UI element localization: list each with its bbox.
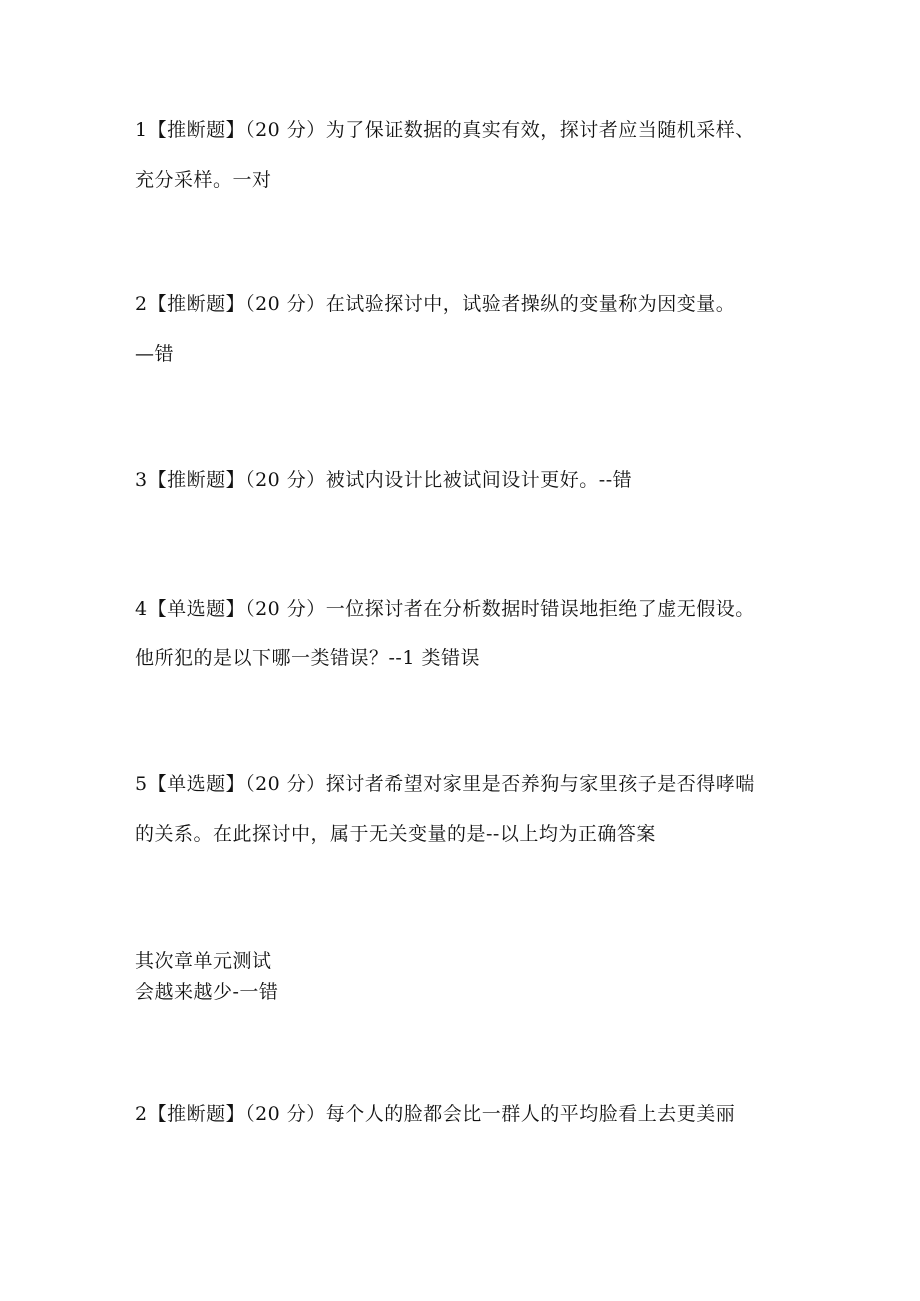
section-title: 其次章单元测试 <box>135 950 272 972</box>
question-2-line-1: 2【推断题】（20 分）在试验探讨中，试验者操纵的变量称为因变量。 <box>135 293 736 315</box>
question-4-line-1: 4【单选题】（20 分）一位探讨者在分析数据时错误地拒绝了虚无假设。 <box>135 598 755 620</box>
question-4-line-2: 他所犯的是以下哪一类错误？--1 类错误 <box>135 647 480 669</box>
question-3-line-1: 3【推断题】（20 分）被试内设计比被试间设计更好。--错 <box>135 469 633 491</box>
question-5-line-1: 5【单选题】（20 分）探讨者希望对家里是否养狗与家里孩子是否得哮喘 <box>135 773 755 795</box>
question-2-line-2: —错 <box>135 343 175 365</box>
question-5-line-2: 的关系。在此探讨中，属于无关变量的是--以上均为正确答案 <box>135 823 656 845</box>
section-subline: 会越来越少-一错 <box>135 981 279 1003</box>
question-1-line-2: 充分采样。一对 <box>135 169 272 191</box>
question-6-line-1: 2【推断题】（20 分）每个人的脸都会比一群人的平均脸看上去更美丽 <box>135 1103 736 1125</box>
question-1-line-1: 1【推断题】（20 分）为了保证数据的真实有效，探讨者应当随机采样、 <box>135 119 755 141</box>
